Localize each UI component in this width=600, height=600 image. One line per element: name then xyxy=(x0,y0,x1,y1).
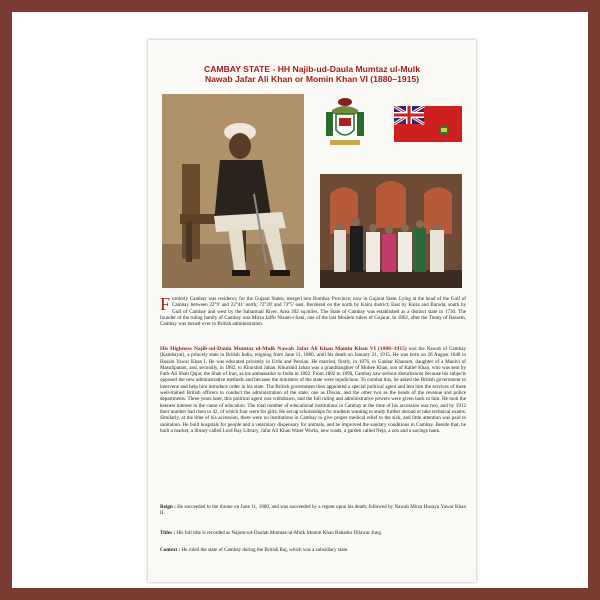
state-flag-icon xyxy=(394,106,462,142)
biography-text: was the Nawab of Cambay (Kambayat), a princely state in British India, reigning from June 11, 1880, until his death on January 21, 1915. He was born on 26 August 1848 to Husain Yawar Khan I. He was educated privately in Urdu and Persian. He married, firstly, in 1876, to Gauhar Khanum, daughter of a Maulvi of Masulipatam, and, secondly, in 1882, to Khurshid Jahan. Khurshid Jahan was a granddaughter of Mobee Khan, son of Kallel Khan, who was sent by Fath-Ali Shah Qajar, the Shah of Iran, as his ambassador to India in 1802. From 1882 to 1890, Cambay saw serious disturbances because his subjects opposed the new administrative methods and because the ministers of the state were injudicious. To combat this, he asked the British government to intervene and help him introduce order in his state. The British government then appointed a special political agent and lent him the services of three well-trained British officers to conduct the administration of the state: one as Diwan, and the other two as the heads of the revenue and police departments. Three years later, this political agent was withdrawn, and the full ruling and administrative powers were given back to him. He took the keenest interest in the cause of education. The total number of educational institutions in Cambay at the time of his accession was two, and by 1912 their number had risen to 42, of which four were for girls. He set up scholarships for students wanting to study further abroad or take technical exams. Similarly, at the time of his accession, there were no institutions in Cambay to give proper medical relief to the sick, and little attention was paid to sanitation. He built hospitals for people and a veterinary dispensary for animals, and he improved the sanitary conditions in Cambay. Beside that, he built a market, a library called Lord Ray Library, Jafar Ali Khan Water Works, new roads, a garden called Neja, a zoo and a savings bank. xyxy=(160,346,467,434)
reign-label: Reign : xyxy=(160,504,176,510)
group-photo-illustration xyxy=(320,174,462,288)
reign-text: He succeeded to the throne on June 11, 1880, and was succeeded by a regent upon his death, followed by Nawab Mirza Husayn Yawar Khan II. xyxy=(160,504,466,517)
poster-frame xyxy=(12,12,588,588)
context-text: He ruled the state of Cambay during the British Raj, which was a subsidiary state. xyxy=(180,547,349,553)
reign-paragraph xyxy=(160,504,466,517)
titles-text: His full title is recorded as Najum-ud-Daulah Mumtaz-ul-Mulk Momin Khan Bahadur Dilawar Jung. xyxy=(175,530,383,536)
titles-paragraph xyxy=(160,530,466,536)
page-title xyxy=(148,64,476,84)
titles-label: Titles : xyxy=(160,530,176,536)
poster-sheet xyxy=(148,40,476,582)
biography-lead: His Highness Najib-ud-Daula Mumtaz ul-Mulk Nawab Jafar Ali Khan Momin Khan VI (1880–1915) xyxy=(160,346,407,352)
title-line-2: Nawab Jafar Ali Khan or Momin Khan VI (1880–1915) xyxy=(204,74,420,84)
seated-nawab-illustration xyxy=(162,94,304,288)
portrait-photo xyxy=(162,94,304,288)
context-paragraph xyxy=(160,547,466,553)
family-group-photo xyxy=(320,174,462,288)
title-line-1: CAMBAY STATE - HH Najib-ud-Daula Mumtaz ul-Mulk xyxy=(204,64,420,74)
biography-paragraph xyxy=(160,346,466,434)
context-label: Context : xyxy=(160,547,181,553)
drop-cap: F xyxy=(160,294,171,314)
coat-of-arms-icon xyxy=(324,96,366,148)
intro-paragraph xyxy=(160,296,466,327)
intro-text: ormerly Cambay was residency for the Gujarat States, merged into Bombay Province; now in Gujarat State. Lying at the head of the Gulf of Cambay between 22°9' and 22°41' north; 72°20' and 73°5' east. Bordered on the north by Kaira district; East by Kaira and Baroda; south by Gulf of Cambay and west by the Sabarmati River. Area 392 sq.miles. The State of Cambay was established as a distinct state in 1730. The founder of the ruling family of Cambay was Mirza Jaffir Nisam-i-Sani, one of the last Moslem rulers of Gujarat. In 1802, after the Treaty of Bassein, Cambay was turned over to British administration. xyxy=(160,296,466,328)
